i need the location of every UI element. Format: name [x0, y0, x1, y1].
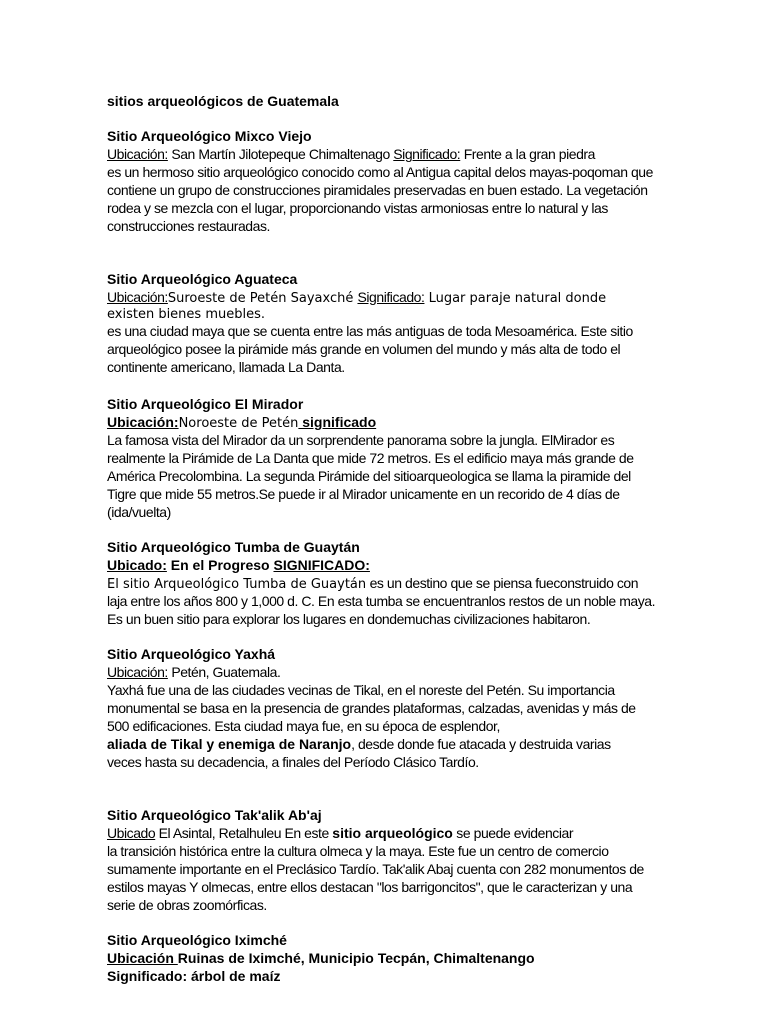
- section-heading-takalik-abaj: Sitio Arqueológico Tak'alik Ab'aj: [107, 807, 322, 823]
- paragraph-line: Es un buen sitio para explorar los lugares en dondemuchas civilizaciones habitaron.: [107, 611, 591, 627]
- paragraph-line: arqueológico posee la pirámide más grande en volumen del mundo y más alta de todo el: [107, 341, 621, 357]
- location-line: [107, 413, 376, 433]
- paragraph-rest: es un destino que se piensa fueconstruido con: [366, 575, 639, 591]
- section-heading-aguateca: Sitio Arqueológico Aguateca: [107, 271, 298, 287]
- paragraph-line: es un hermoso sitio arqueológico conocido como al Antigua capital delos mayas-poqoman que: [107, 164, 653, 180]
- paragraph-rest: , desde donde fue atacada y destruida varias: [351, 736, 611, 752]
- location-line: [107, 556, 370, 574]
- location-label: Ubicado: [107, 825, 156, 841]
- paragraph-line: rodea y se mezcla con el lugar, proporcionando vistas armoniosas entre lo natural y las: [107, 200, 608, 216]
- meaning-label: Significado:: [357, 289, 425, 305]
- section-heading-iximche: Sitio Arqueológico Iximché: [107, 932, 287, 948]
- location-emphasis: sitio arqueológico: [332, 825, 453, 841]
- meaning-value: Lugar paraje natural donde: [424, 291, 607, 306]
- paragraph-line: monumental se basa en la presencia de grandes plataformas, calzadas, avenidas y más de: [107, 700, 636, 716]
- location-line: [107, 949, 535, 967]
- paragraph-line: veces hasta su decadencia, a finales del Período Clásico Tardío.: [107, 754, 479, 770]
- location-value: El Asintal, Retalhuleu En este: [155, 825, 333, 841]
- meaning-line: Significado: árbol de maíz: [107, 968, 281, 984]
- paragraph-line: Tigre que mide 55 metros.Se puede ir al Mirador unicamente en un recorido de 4 días de: [107, 486, 620, 502]
- location-label: Ubicación:: [107, 289, 168, 305]
- paragraph-line: [107, 735, 611, 753]
- location-value: Suroeste de Petén Sayaxché: [167, 291, 358, 306]
- paragraph-line: [107, 574, 638, 594]
- paragraph-line: estilos mayas Y olmecas, entre ellos destacan "los barrigoncitos", que le caracterizan y una: [107, 879, 633, 895]
- location-label: Ubicación:: [107, 664, 168, 680]
- location-value: Noroeste de Petén: [178, 416, 299, 431]
- location-value: En el Progreso: [166, 557, 274, 573]
- paragraph-line: La famosa vista del Mirador da un sorprendente panorama sobre la jungla. ElMirador es: [107, 432, 615, 448]
- paragraph-emphasis: aliada de Tikal y enemiga de Naranjo: [107, 736, 352, 752]
- location-line: [107, 663, 280, 681]
- section-heading-yaxha: Sitio Arqueológico Yaxhá: [107, 646, 276, 662]
- meaning-label: significado: [298, 414, 377, 430]
- location-label: Ubicación:: [107, 146, 168, 162]
- location-line: [107, 288, 606, 308]
- section-heading-tumba-de-guaytan: Sitio Arqueológico Tumba de Guaytán: [107, 539, 360, 555]
- paragraph-line: Yaxhá fue una de las ciudades vecinas de Tikal, en el noreste del Petén. Su importancia: [107, 682, 615, 698]
- meaning-label: Significado:: [393, 146, 461, 162]
- location-value: Ruinas de Iximché, Municipio Tecpán, Chimaltenango: [177, 950, 535, 966]
- location-label: Ubicación:: [107, 414, 179, 430]
- section-heading-el-mirador: Sitio Arqueológico El Mirador: [107, 396, 304, 412]
- paragraph-line: (ida/vuelta): [107, 504, 171, 520]
- location-line: [107, 145, 595, 163]
- meaning-continuation: existen bienes muebles.: [107, 307, 265, 322]
- document-title: sitios arqueológicos de Guatemala: [107, 93, 339, 109]
- location-value: Petén, Guatemala.: [167, 664, 281, 680]
- paragraph-line: continente americano, llamada La Danta.: [107, 359, 345, 375]
- paragraph-lead: El sitio Arqueológico Tumba de Guaytán: [107, 577, 367, 592]
- paragraph-line: la transición histórica entre la cultura olmeca y la maya. Este fue un centro de comercio: [107, 843, 609, 859]
- section-heading-mixco-viejo: Sitio Arqueológico Mixco Viejo: [107, 128, 312, 144]
- meaning-label: SIGNIFICADO:: [273, 557, 370, 573]
- location-label: Ubicación: [107, 950, 178, 966]
- paragraph-line: serie de obras zoomórficas.: [107, 897, 267, 913]
- location-value: San Martín Jilotepeque Chimaltenago: [167, 146, 394, 162]
- paragraph-line: 500 edificaciones. Esta ciudad maya fue, en su época de esplendor,: [107, 718, 500, 734]
- paragraph-line: construcciones restauradas.: [107, 218, 270, 234]
- meaning-value: Frente a la gran piedra: [460, 146, 595, 162]
- paragraph-line: sumamente importante en el Preclásico Tardío. Tak'alik Abaj cuenta con 282 monumentos de: [107, 861, 644, 877]
- paragraph-line: contiene un grupo de construcciones piramidales preservadas en buen estado. La vegetación: [107, 182, 648, 198]
- location-label: Ubicado:: [107, 557, 167, 573]
- paragraph-line: realmente la Pirámide de La Danta que mide 72 metros. Es el edificio maya más grande de: [107, 450, 634, 466]
- paragraph-line: es una ciudad maya que se cuenta entre las más antiguas de toda Mesoamérica. Este sitio: [107, 323, 633, 339]
- location-line: [107, 824, 573, 842]
- paragraph-line: América Precolombina. La segunda Pirámide del sitioarqueologica se llama la piramide del: [107, 468, 631, 484]
- paragraph-line: laja entre los años 800 y 1,000 d. C. En esta tumba se encuentranlos restos de un noble maya.: [107, 593, 656, 609]
- location-rest: se puede evidenciar: [452, 825, 574, 841]
